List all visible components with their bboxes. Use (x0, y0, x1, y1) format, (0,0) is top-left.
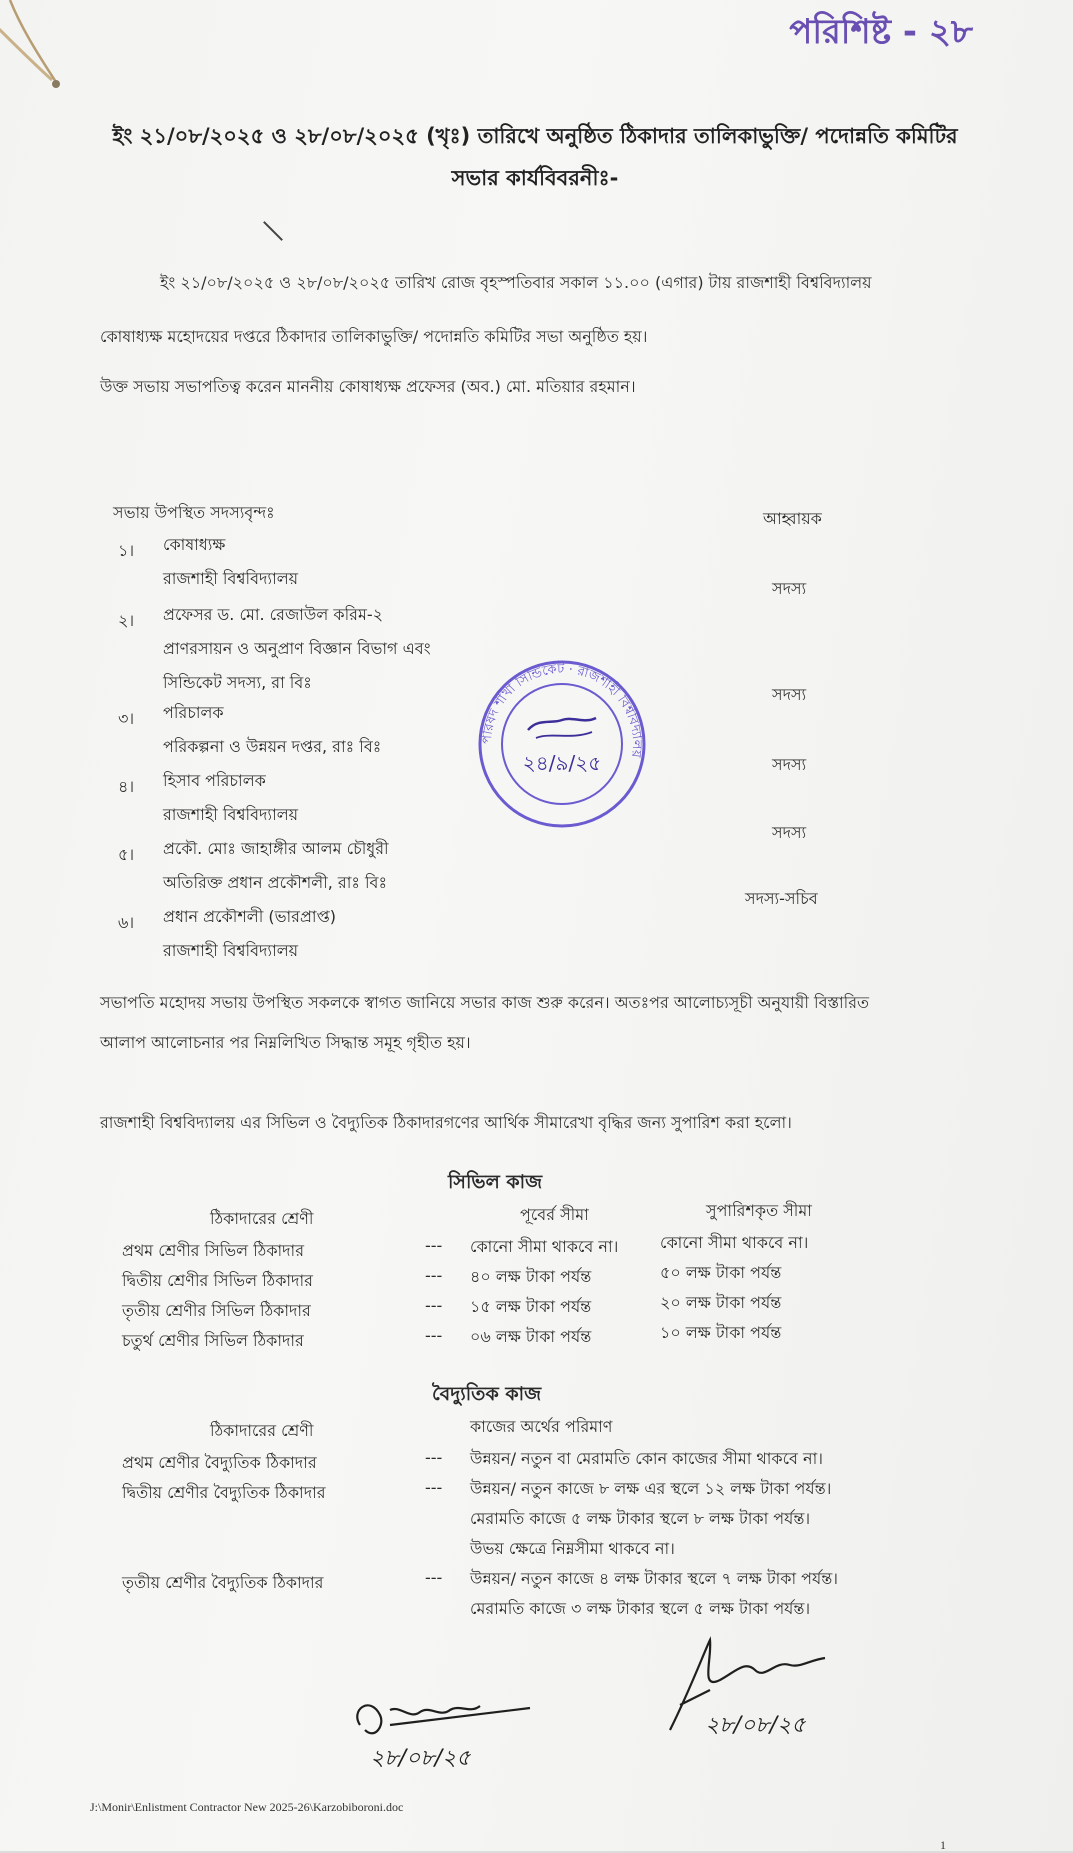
electrical-section-title: বৈদ্যুতিক কাজ (432, 1383, 542, 1405)
footer-file-path: J:\Monir\Enlistment Contractor New 2025-26\Karzobiboroni.doc (90, 1800, 404, 1814)
member-role: সদস্য (772, 579, 807, 598)
civil-row-dash: --- (425, 1236, 443, 1255)
civil-row-previous: ৪০ লক্ষ টাকা পর্যন্ত (470, 1267, 592, 1286)
electrical-row-amount: উভয় ক্ষেত্রে নিম্নসীমা থাকবে না। (470, 1539, 675, 1558)
civil-row-recommended: ৫০ লক্ষ টাকা পর্যন্ত (660, 1263, 782, 1282)
member-line: সিন্ডিকেট সদস্য, রা বিঃ (163, 673, 312, 692)
page-title: ইং ২১/০৮/২০২৫ ও ২৮/০৮/২০২৫ (খৃঃ) তারিখে অনুষ্ঠিত ঠিকাদার তালিকাভুক্তি/ পদোন্নতি কমিটির (112, 124, 958, 148)
electrical-row-amount: উন্নয়ন/ নতুন বা মেরামতি কোন কাজের সীমা থাকবে না। (470, 1449, 823, 1468)
member-role: আহ্বায়ক (763, 509, 822, 528)
annex-label: পরিশিষ্ট - ২৮ (789, 12, 973, 52)
civil-row-class: চতুর্থ শ্রেণীর সিভিল ঠিকাদার (122, 1331, 304, 1350)
member-role: সদস্য-সচিব (745, 889, 818, 908)
civil-row-previous: ০৬ লক্ষ টাকা পর্যন্ত (470, 1327, 592, 1346)
member-line: প্রধান প্রকৌশলী (ভারপ্রাপ্ত) (163, 907, 336, 926)
member-line: পরিচালক (163, 703, 224, 722)
civil-row-recommended: কোনো সীমা থাকবে না। (660, 1233, 809, 1252)
electrical-row-dash: --- (425, 1568, 443, 1587)
civil-row-previous: ১৫ লক্ষ টাকা পর্যন্ত (470, 1297, 592, 1316)
member-entry (163, 764, 298, 832)
electrical-row-amount: মেরামতি কাজে ৩ লক্ষ টাকার স্থলে ৫ লক্ষ টাকা পর্যন্ত। (470, 1599, 811, 1618)
intro-line-1: ইং ২১/০৮/২০২৫ ও ২৮/০৮/২০২৫ তারিখ রোজ বৃহস্পতিবার সকাল ১১.০০ (এগার) টায় রাজশাহী বিশ্ববিদ্যালয় (160, 273, 872, 292)
decision-line-2: আলাপ আলোচনার পর নিম্নলিখিত সিদ্ধান্ত সমূহ গৃহীত হয়। (100, 1033, 471, 1052)
civil-row-dash: --- (425, 1296, 443, 1315)
seal-ring-text: পরিষদ শাখা সিন্ডিকেট · রাজশাহী বিশ্ববিদ্যালয় (479, 661, 645, 759)
member-line: প্রফেসর ড. মো. রেজাউল করিম-২ (163, 605, 384, 624)
member-entry (163, 832, 389, 900)
civil-section-title: সিভিল কাজ (448, 1171, 543, 1193)
signature-right-date: ২৮/০৮/২৫ (705, 1713, 806, 1738)
electrical-col-class: ঠিকাদারের শ্রেণী (210, 1421, 314, 1440)
member-number: ২। (118, 611, 135, 630)
member-line: রাজশাহী বিশ্ববিদ্যালয় (163, 941, 299, 960)
civil-row-recommended: ১০ লক্ষ টাকা পর্যন্ত (660, 1323, 782, 1342)
recommendation-line: রাজশাহী বিশ্ববিদ্যালয় এর সিভিল ও বৈদ্যুতিক ঠিকাদারগণের আর্থিক সীমারেখা বৃদ্ধির জন্য সুপারিশ করা হলো। (100, 1113, 792, 1132)
svg-text:পরিষদ শাখা সিন্ডিকেট · রাজশাহী (479, 661, 644, 759)
member-entry (163, 528, 298, 596)
member-number: ৬। (118, 913, 135, 932)
member-role: সদস্য (772, 685, 807, 704)
member-number: ৪। (118, 777, 135, 796)
civil-row-previous: কোনো সীমা থাকবে না। (470, 1237, 619, 1256)
member-line: প্রাণরসায়ন ও অনুপ্রাণ বিজ্ঞান বিভাগ এবং (163, 639, 431, 658)
seal-handwritten-date: ২৪/৯/২৫ (522, 751, 602, 775)
civil-row-class: তৃতীয় শ্রেণীর সিভিল ঠিকাদার (122, 1301, 311, 1320)
civil-col-recommended: সুপারিশকৃত সীমা (706, 1201, 812, 1220)
electrical-row-amount: উন্নয়ন/ নতুন কাজে ৪ লক্ষ টাকার স্থলে ৭ লক্ষ টাকা পর্যন্ত। (470, 1569, 839, 1588)
member-role: সদস্য (772, 823, 807, 842)
member-line: কোষাধ্যক্ষ (163, 535, 226, 554)
civil-row-dash: --- (425, 1326, 443, 1345)
member-number: ৩। (118, 709, 135, 728)
member-line: রাজশাহী বিশ্ববিদ্যালয় (163, 805, 299, 824)
members-heading: সভায় উপস্থিত সদস্যবৃন্দঃ (113, 503, 275, 522)
signature-left (330, 1670, 540, 1780)
civil-row-dash: --- (425, 1266, 443, 1285)
electrical-row-amount: মেরামতি কাজে ৫ লক্ষ টাকার স্থলে ৮ লক্ষ টাকা পর্যন্ত। (470, 1509, 811, 1528)
electrical-row-class: প্রথম শ্রেণীর বৈদ্যুতিক ঠিকাদার (122, 1453, 317, 1472)
member-line: হিসাব পরিচালক (163, 771, 266, 790)
page-subtitle: সভার কার্যবিবরনীঃ- (451, 166, 619, 190)
civil-row-class: প্রথম শ্রেণীর সিভিল ঠিকাদার (122, 1241, 304, 1260)
member-role: সদস্য (772, 755, 807, 774)
intro-line-3: উক্ত সভায় সভাপতিত্ব করেন মাননীয় কোষাধ্যক্ষ প্রফেসর (অব.) মো. মতিয়ার রহমান। (100, 377, 636, 396)
intro-line-2: কোষাধ্যক্ষ মহোদয়ের দপ্তরে ঠিকাদার তালিকাভুক্তি/ পদোন্নতি কমিটির সভা অনুষ্ঠিত হয়। (100, 327, 648, 346)
electrical-row-dash: --- (425, 1448, 443, 1467)
page-number: 1 (940, 1838, 946, 1852)
civil-row-class: দ্বিতীয় শ্রেণীর সিভিল ঠিকাদার (122, 1271, 313, 1290)
binding-string (0, 0, 80, 110)
electrical-row-dash: --- (425, 1478, 443, 1497)
civil-row-recommended: ২০ লক্ষ টাকা পর্যন্ত (660, 1293, 782, 1312)
member-line: রাজশাহী বিশ্ববিদ্যালয় (163, 569, 299, 588)
signature-left-date: ২৮/০৮/২৫ (370, 1746, 471, 1771)
member-line: প্রকৌ. মোঃ জাহাঙ্গীর আলম চৌধুরী (163, 839, 389, 858)
member-line: অতিরিক্ত প্রধান প্রকৌশলী, রাঃ বিঃ (163, 873, 387, 892)
civil-col-previous: পূবের্র সীমা (520, 1205, 589, 1224)
electrical-row-amount: উন্নয়ন/ নতুন কাজে ৮ লক্ষ এর স্থলে ১২ লক্ষ টাকা পর্যন্ত। (470, 1479, 832, 1498)
decision-line-1: সভাপতি মহোদয় সভায় উপস্থিত সকলকে স্বাগত জানিয়ে সভার কাজ শুরু করেন। অতঃপর আলোচ্যসূচী অনুযায়ী বিস্তারিত (100, 993, 870, 1012)
civil-col-class: ঠিকাদারের শ্রেণী (210, 1209, 314, 1228)
member-number: ১। (118, 541, 135, 560)
member-line: পরিকল্পনা ও উন্নয়ন দপ্তর, রাঃ বিঃ (163, 737, 382, 756)
pen-mark (263, 221, 283, 241)
member-entry (163, 900, 336, 968)
signature-right (650, 1620, 850, 1750)
official-seal-stamp (476, 658, 648, 830)
electrical-row-class: দ্বিতীয় শ্রেণীর বৈদ্যুতিক ঠিকাদার (122, 1483, 326, 1502)
member-entry (163, 696, 381, 764)
electrical-col-amount: কাজের অর্থের পরিমাণ (470, 1417, 613, 1436)
electrical-row-class: তৃতীয় শ্রেণীর বৈদ্যুতিক ঠিকাদার (122, 1573, 324, 1592)
member-entry (163, 598, 431, 700)
member-number: ৫। (118, 845, 135, 864)
